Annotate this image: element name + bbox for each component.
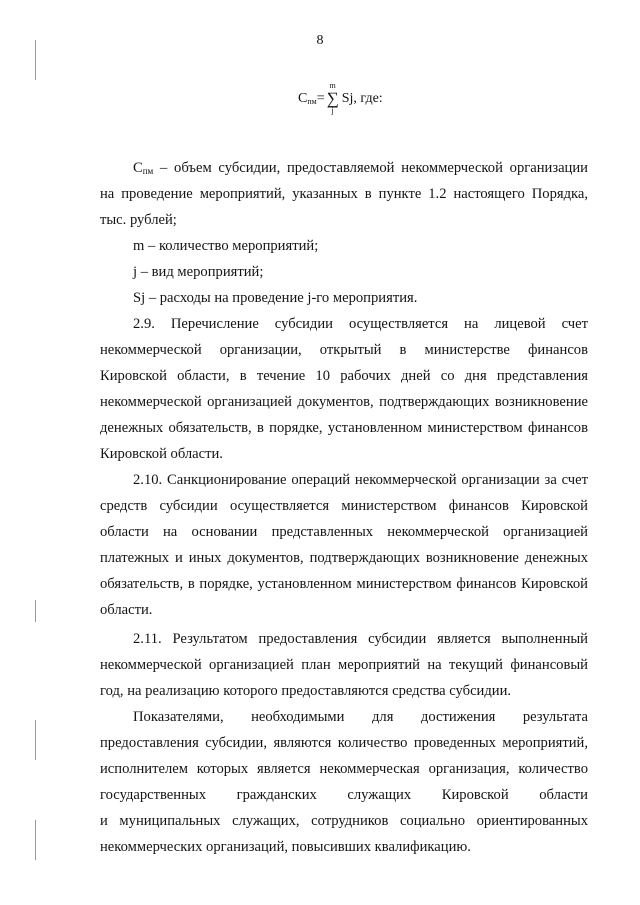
sum-operator: [327, 82, 339, 115]
indicators-paragraph-line: государственных гражданских служащих Кировской области: [100, 787, 588, 803]
indicators-paragraph-line: исполнителем которых является некоммерческая организация, количество: [100, 761, 588, 777]
paragraph-2-9-line: Кировской области.: [100, 446, 223, 462]
paragraph-2-10-line: обязательств, в порядке, установленном министерством финансов Кировской: [100, 576, 588, 592]
paragraph-2-10-line: 2.10. Санкционирование операций некоммерческой организации за счет: [133, 472, 588, 488]
formula-lhs-symbol: C: [298, 90, 308, 106]
scan-margin-mark: [35, 720, 36, 760]
paragraph-2-9-line: денежных обязательств, в порядке, установленном министерством финансов: [100, 420, 588, 436]
paragraph-2-10-line: области на основании представленных некоммерческой организацией: [100, 524, 588, 540]
definition-j: j – вид мероприятий;: [133, 264, 264, 280]
paragraph-2-9-line: Кировской области, в течение 10 рабочих дней со дня представления: [100, 368, 588, 384]
indicators-paragraph-line: Показателями, необходимыми для достижения результата: [133, 709, 588, 725]
definition-cpm-line: на проведение мероприятий, указанных в пункте 1.2 настоящего Порядка,: [100, 186, 588, 202]
formula-lhs-subscript: пм: [307, 96, 317, 106]
definition-cpm-line: [133, 159, 588, 180]
indicators-paragraph-line: предоставления субсидии, являются количество проведенных мероприятий,: [100, 735, 588, 751]
cpm-symbol: C: [133, 160, 143, 176]
definition-sj: Sj – расходы на проведение j-го мероприятия.: [133, 290, 418, 306]
formula-equals: =: [316, 90, 325, 106]
paragraph-2-11-line: 2.11. Результатом предоставления субсидии является выполненный: [133, 631, 588, 647]
scan-margin-mark: [35, 600, 36, 622]
subsidy-formula: [298, 82, 383, 115]
paragraph-2-11-line: год, на реализацию которого предоставляются средства субсидии.: [100, 683, 512, 699]
paragraph-2-11-line: некоммерческой организацией план мероприятий на текущий финансовый: [100, 657, 588, 673]
definition-text: – объем субсидии, предоставляемой некоммерческой организации: [153, 160, 588, 176]
paragraph-2-9-line: некоммерческой организации, открытый в министерстве финансов: [100, 342, 588, 358]
page-number: 8: [316, 33, 324, 48]
indicators-paragraph-line: некоммерческих организаций, повысивших квалификацию.: [100, 839, 471, 855]
paragraph-2-10-line: области.: [100, 602, 153, 618]
paragraph-2-10-line: средств субсидии осуществляется министерством финансов Кировской: [100, 498, 588, 514]
cpm-subscript: пм: [142, 166, 154, 176]
definition-m: m – количество мероприятий;: [133, 238, 319, 254]
formula-rhs: Sj, где:: [341, 90, 383, 106]
sum-upper-limit: m: [329, 81, 336, 90]
definition-cpm-line: тыс. рублей;: [100, 212, 177, 228]
sum-lower-limit: j: [331, 106, 334, 115]
paragraph-2-10-line: платежных и иных документов, подтверждающих возникновение денежных: [100, 550, 588, 566]
sigma-symbol: ∑: [326, 89, 339, 108]
indicators-paragraph-line: и муниципальных служащих, сотрудников социально ориентированных: [100, 813, 588, 829]
formula-lhs: [298, 91, 317, 107]
paragraph-2-9-line: 2.9. Перечисление субсидии осуществляется на лицевой счет: [133, 316, 588, 332]
scan-margin-mark: [35, 820, 36, 860]
paragraph-2-9-line: некоммерческой организацией документов, подтверждающих возникновение: [100, 394, 588, 410]
